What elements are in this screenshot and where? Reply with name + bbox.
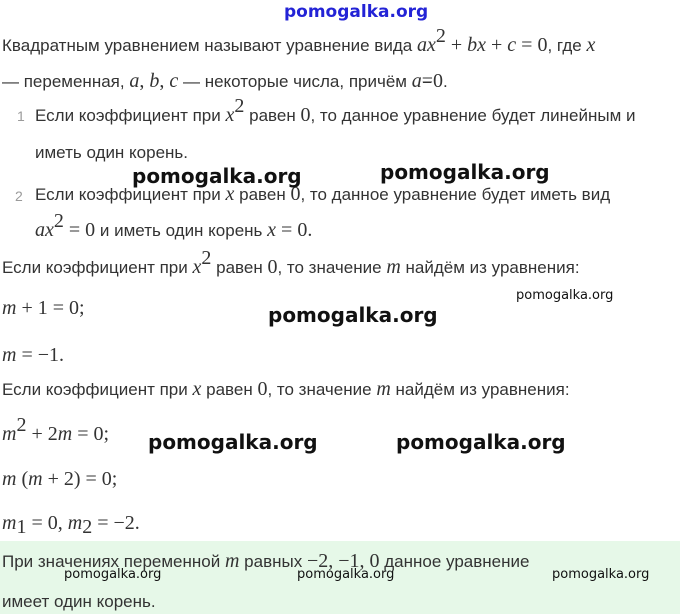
watermark-small: pomogalka.org <box>297 567 395 582</box>
watermark: pomogalka.org <box>396 430 566 454</box>
intro-line-1 <box>2 25 596 57</box>
formula-zero: 0 <box>290 183 301 205</box>
formula-var: x <box>586 34 596 56</box>
equation-m2-plus-2m: $m^2 + 2m = 0$; <box>2 414 110 445</box>
intro-line-2 <box>2 70 448 93</box>
list-text: , то данное уравнение будет иметь вид <box>300 185 611 204</box>
case-1-text <box>2 247 580 279</box>
formula-ax2-eq-0: $ax^2 = 0$ <box>35 210 96 241</box>
formula-x-squared: $x^2$ <box>225 95 245 126</box>
equation-m-plus-1: m + 1 = 0; <box>2 297 85 319</box>
equation-factored: m (m + 2) = 0; <box>2 468 118 490</box>
list-item-1-line-2: иметь один корень. <box>35 143 189 162</box>
list-number: 1 <box>17 108 25 124</box>
answer-text: равных <box>244 552 303 571</box>
formula-a-not-zero: a=0 <box>411 70 443 92</box>
watermark: pomogalka.org <box>132 164 302 188</box>
equation-roots: $m_1 = 0$, $m_2 = -2$. <box>2 512 140 538</box>
formula-x-eq-0: x = 0. <box>267 219 313 241</box>
watermark-small: pomogalka.org <box>64 567 162 582</box>
case-text: найдём из уравнения: <box>405 258 580 277</box>
list-text: равен <box>239 185 286 204</box>
watermark: pomogalka.org <box>268 303 438 327</box>
watermark-top: pomogalka.org <box>284 2 429 22</box>
list-text: , то данное уравнение будет линейным и <box>310 106 636 125</box>
formula-m: m <box>224 550 240 572</box>
formula-zero: 0 <box>300 104 311 126</box>
list-item-2-line-2 <box>35 210 313 242</box>
list-text: Если коэффициент при <box>35 106 221 125</box>
list-text: Если коэффициент при <box>35 185 221 204</box>
case-text: равен <box>206 380 253 399</box>
list-number: 2 <box>15 188 23 204</box>
case-text: , то значение <box>277 258 382 277</box>
intro-text: , где <box>547 36 582 55</box>
watermark: pomogalka.org <box>380 160 550 184</box>
intro-text: — некоторые числа, причём <box>182 72 407 91</box>
formula-x: x <box>192 378 202 400</box>
formula-zero: 0 <box>257 378 268 400</box>
answer-text: При значениях переменной <box>2 552 221 571</box>
intro-text: . <box>443 72 448 91</box>
watermark-small: pomogalka.org <box>516 288 614 303</box>
answer-line-2: имеет один корень. <box>2 592 156 611</box>
case-text: , то значение <box>267 380 372 399</box>
watermark: pomogalka.org <box>148 430 318 454</box>
case-text: найдём из уравнения: <box>395 380 570 399</box>
formula-coeffs: a, b, c <box>129 70 179 92</box>
list-text: и иметь один корень <box>99 221 263 240</box>
list-text: равен <box>249 106 296 125</box>
list-item-1-line-1 <box>35 95 636 127</box>
intro-text: Квадратным уравнением называют уравнение вида <box>2 36 413 55</box>
case-text: равен <box>216 258 263 277</box>
formula-values: −2, −1, 0 <box>306 550 380 572</box>
formula-m: m <box>376 378 391 400</box>
case-text: Если коэффициент при <box>2 380 188 399</box>
watermark-small: pomogalka.org <box>552 567 650 582</box>
formula-x-squared: $x^2$ <box>192 247 212 278</box>
equation-m-eq-minus-1: m = −1. <box>2 344 65 366</box>
formula-m: m <box>386 256 401 278</box>
formula-general: $ax^2$ + bx + c = 0 <box>416 25 548 56</box>
intro-text: — переменная, <box>2 72 125 91</box>
formula-zero: 0 <box>267 256 278 278</box>
formula-x: x <box>225 183 235 205</box>
list-item-2-line-1 <box>35 183 610 206</box>
case-2-text <box>2 378 570 401</box>
case-text: Если коэффициент при <box>2 258 188 277</box>
answer-text: данное уравнение <box>384 552 530 571</box>
